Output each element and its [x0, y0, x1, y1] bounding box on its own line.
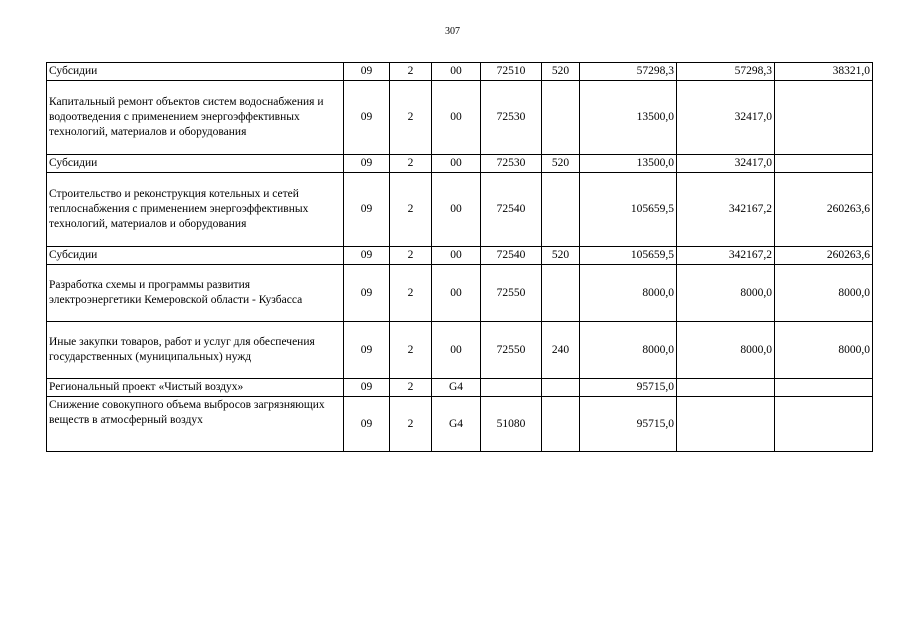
- cell-code-3: G4: [432, 397, 481, 452]
- cell-code-5: 240: [542, 322, 580, 379]
- cell-code-2: 2: [390, 155, 432, 173]
- cell-code-3: 00: [432, 63, 481, 81]
- cell-code-2: 2: [390, 81, 432, 155]
- cell-value-2: 8000,0: [677, 322, 775, 379]
- cell-code-5: 520: [542, 155, 580, 173]
- cell-value-1: 95715,0: [580, 379, 677, 397]
- cell-value-3: [775, 379, 873, 397]
- budget-table: [46, 62, 873, 452]
- page-number: 307: [445, 26, 460, 37]
- cell-code-5: [542, 81, 580, 155]
- row-name: Снижение совокупного объема выбросов загрязняющих веществ в атмосферный воздух: [47, 397, 344, 452]
- cell-code-4: 72540: [481, 247, 542, 265]
- row-name: Строительство и реконструкция котельных и сетей теплоснабжения с применением энергоэффективных технологий, материалов и оборудования: [47, 173, 344, 247]
- row-name: Субсидии: [47, 247, 344, 265]
- table-row: [47, 379, 873, 397]
- cell-value-1: 95715,0: [580, 397, 677, 452]
- cell-code-2: 2: [390, 63, 432, 81]
- cell-code-5: [542, 379, 580, 397]
- cell-code-2: 2: [390, 322, 432, 379]
- cell-code-1: 09: [344, 397, 390, 452]
- cell-code-3: 00: [432, 265, 481, 322]
- cell-code-1: 09: [344, 173, 390, 247]
- cell-value-3: 260263,6: [775, 173, 873, 247]
- cell-value-1: 8000,0: [580, 322, 677, 379]
- row-name: Разработка схемы и программы развития электроэнергетики Кемеровской области - Кузбасса: [47, 265, 344, 322]
- cell-code-4: 72550: [481, 265, 542, 322]
- cell-value-2: 342167,2: [677, 247, 775, 265]
- cell-code-2: 2: [390, 265, 432, 322]
- table-row: [47, 265, 873, 322]
- cell-code-1: 09: [344, 265, 390, 322]
- cell-code-1: 09: [344, 247, 390, 265]
- cell-value-2: 32417,0: [677, 81, 775, 155]
- cell-code-4: 72530: [481, 81, 542, 155]
- cell-code-1: 09: [344, 81, 390, 155]
- cell-code-1: 09: [344, 322, 390, 379]
- cell-value-1: 8000,0: [580, 265, 677, 322]
- table-row: [47, 397, 873, 452]
- cell-value-3: 8000,0: [775, 265, 873, 322]
- cell-code-3: 00: [432, 155, 481, 173]
- cell-value-2: 32417,0: [677, 155, 775, 173]
- row-name: Субсидии: [47, 63, 344, 81]
- cell-code-2: 2: [390, 173, 432, 247]
- row-name: Региональный проект «Чистый воздух»: [47, 379, 344, 397]
- cell-code-1: 09: [344, 379, 390, 397]
- cell-value-3: [775, 397, 873, 452]
- cell-value-2: 8000,0: [677, 265, 775, 322]
- cell-code-5: 520: [542, 247, 580, 265]
- cell-code-5: [542, 265, 580, 322]
- cell-value-3: 38321,0: [775, 63, 873, 81]
- cell-code-3: 00: [432, 322, 481, 379]
- row-name: Иные закупки товаров, работ и услуг для обеспечения государственных (муниципальных) нужд: [47, 322, 344, 379]
- cell-code-1: 09: [344, 155, 390, 173]
- table-row: [47, 81, 873, 155]
- cell-value-3: [775, 81, 873, 155]
- cell-value-2: [677, 397, 775, 452]
- cell-code-5: 520: [542, 63, 580, 81]
- row-name: Субсидии: [47, 155, 344, 173]
- row-name: Капитальный ремонт объектов систем водоснабжения и водоотведения с применением энергоэффективных технологий, материалов и оборудования: [47, 81, 344, 155]
- cell-code-3: 00: [432, 247, 481, 265]
- cell-code-4: [481, 379, 542, 397]
- cell-value-2: 57298,3: [677, 63, 775, 81]
- cell-value-1: 13500,0: [580, 81, 677, 155]
- cell-code-3: 00: [432, 173, 481, 247]
- table-row: [47, 155, 873, 173]
- cell-code-2: 2: [390, 397, 432, 452]
- table-row: [47, 173, 873, 247]
- cell-value-3: 260263,6: [775, 247, 873, 265]
- cell-code-5: [542, 397, 580, 452]
- cell-value-3: [775, 155, 873, 173]
- cell-code-2: 2: [390, 247, 432, 265]
- cell-code-4: 72530: [481, 155, 542, 173]
- cell-code-3: 00: [432, 81, 481, 155]
- cell-code-4: 51080: [481, 397, 542, 452]
- table-row: [47, 247, 873, 265]
- cell-code-1: 09: [344, 63, 390, 81]
- table-row: [47, 63, 873, 81]
- cell-value-2: [677, 379, 775, 397]
- cell-value-1: 105659,5: [580, 247, 677, 265]
- cell-value-2: 342167,2: [677, 173, 775, 247]
- cell-code-4: 72540: [481, 173, 542, 247]
- cell-code-5: [542, 173, 580, 247]
- table-row: [47, 322, 873, 379]
- cell-code-2: 2: [390, 379, 432, 397]
- cell-code-4: 72550: [481, 322, 542, 379]
- cell-value-3: 8000,0: [775, 322, 873, 379]
- cell-value-1: 105659,5: [580, 173, 677, 247]
- cell-code-4: 72510: [481, 63, 542, 81]
- cell-code-3: G4: [432, 379, 481, 397]
- cell-value-1: 57298,3: [580, 63, 677, 81]
- cell-value-1: 13500,0: [580, 155, 677, 173]
